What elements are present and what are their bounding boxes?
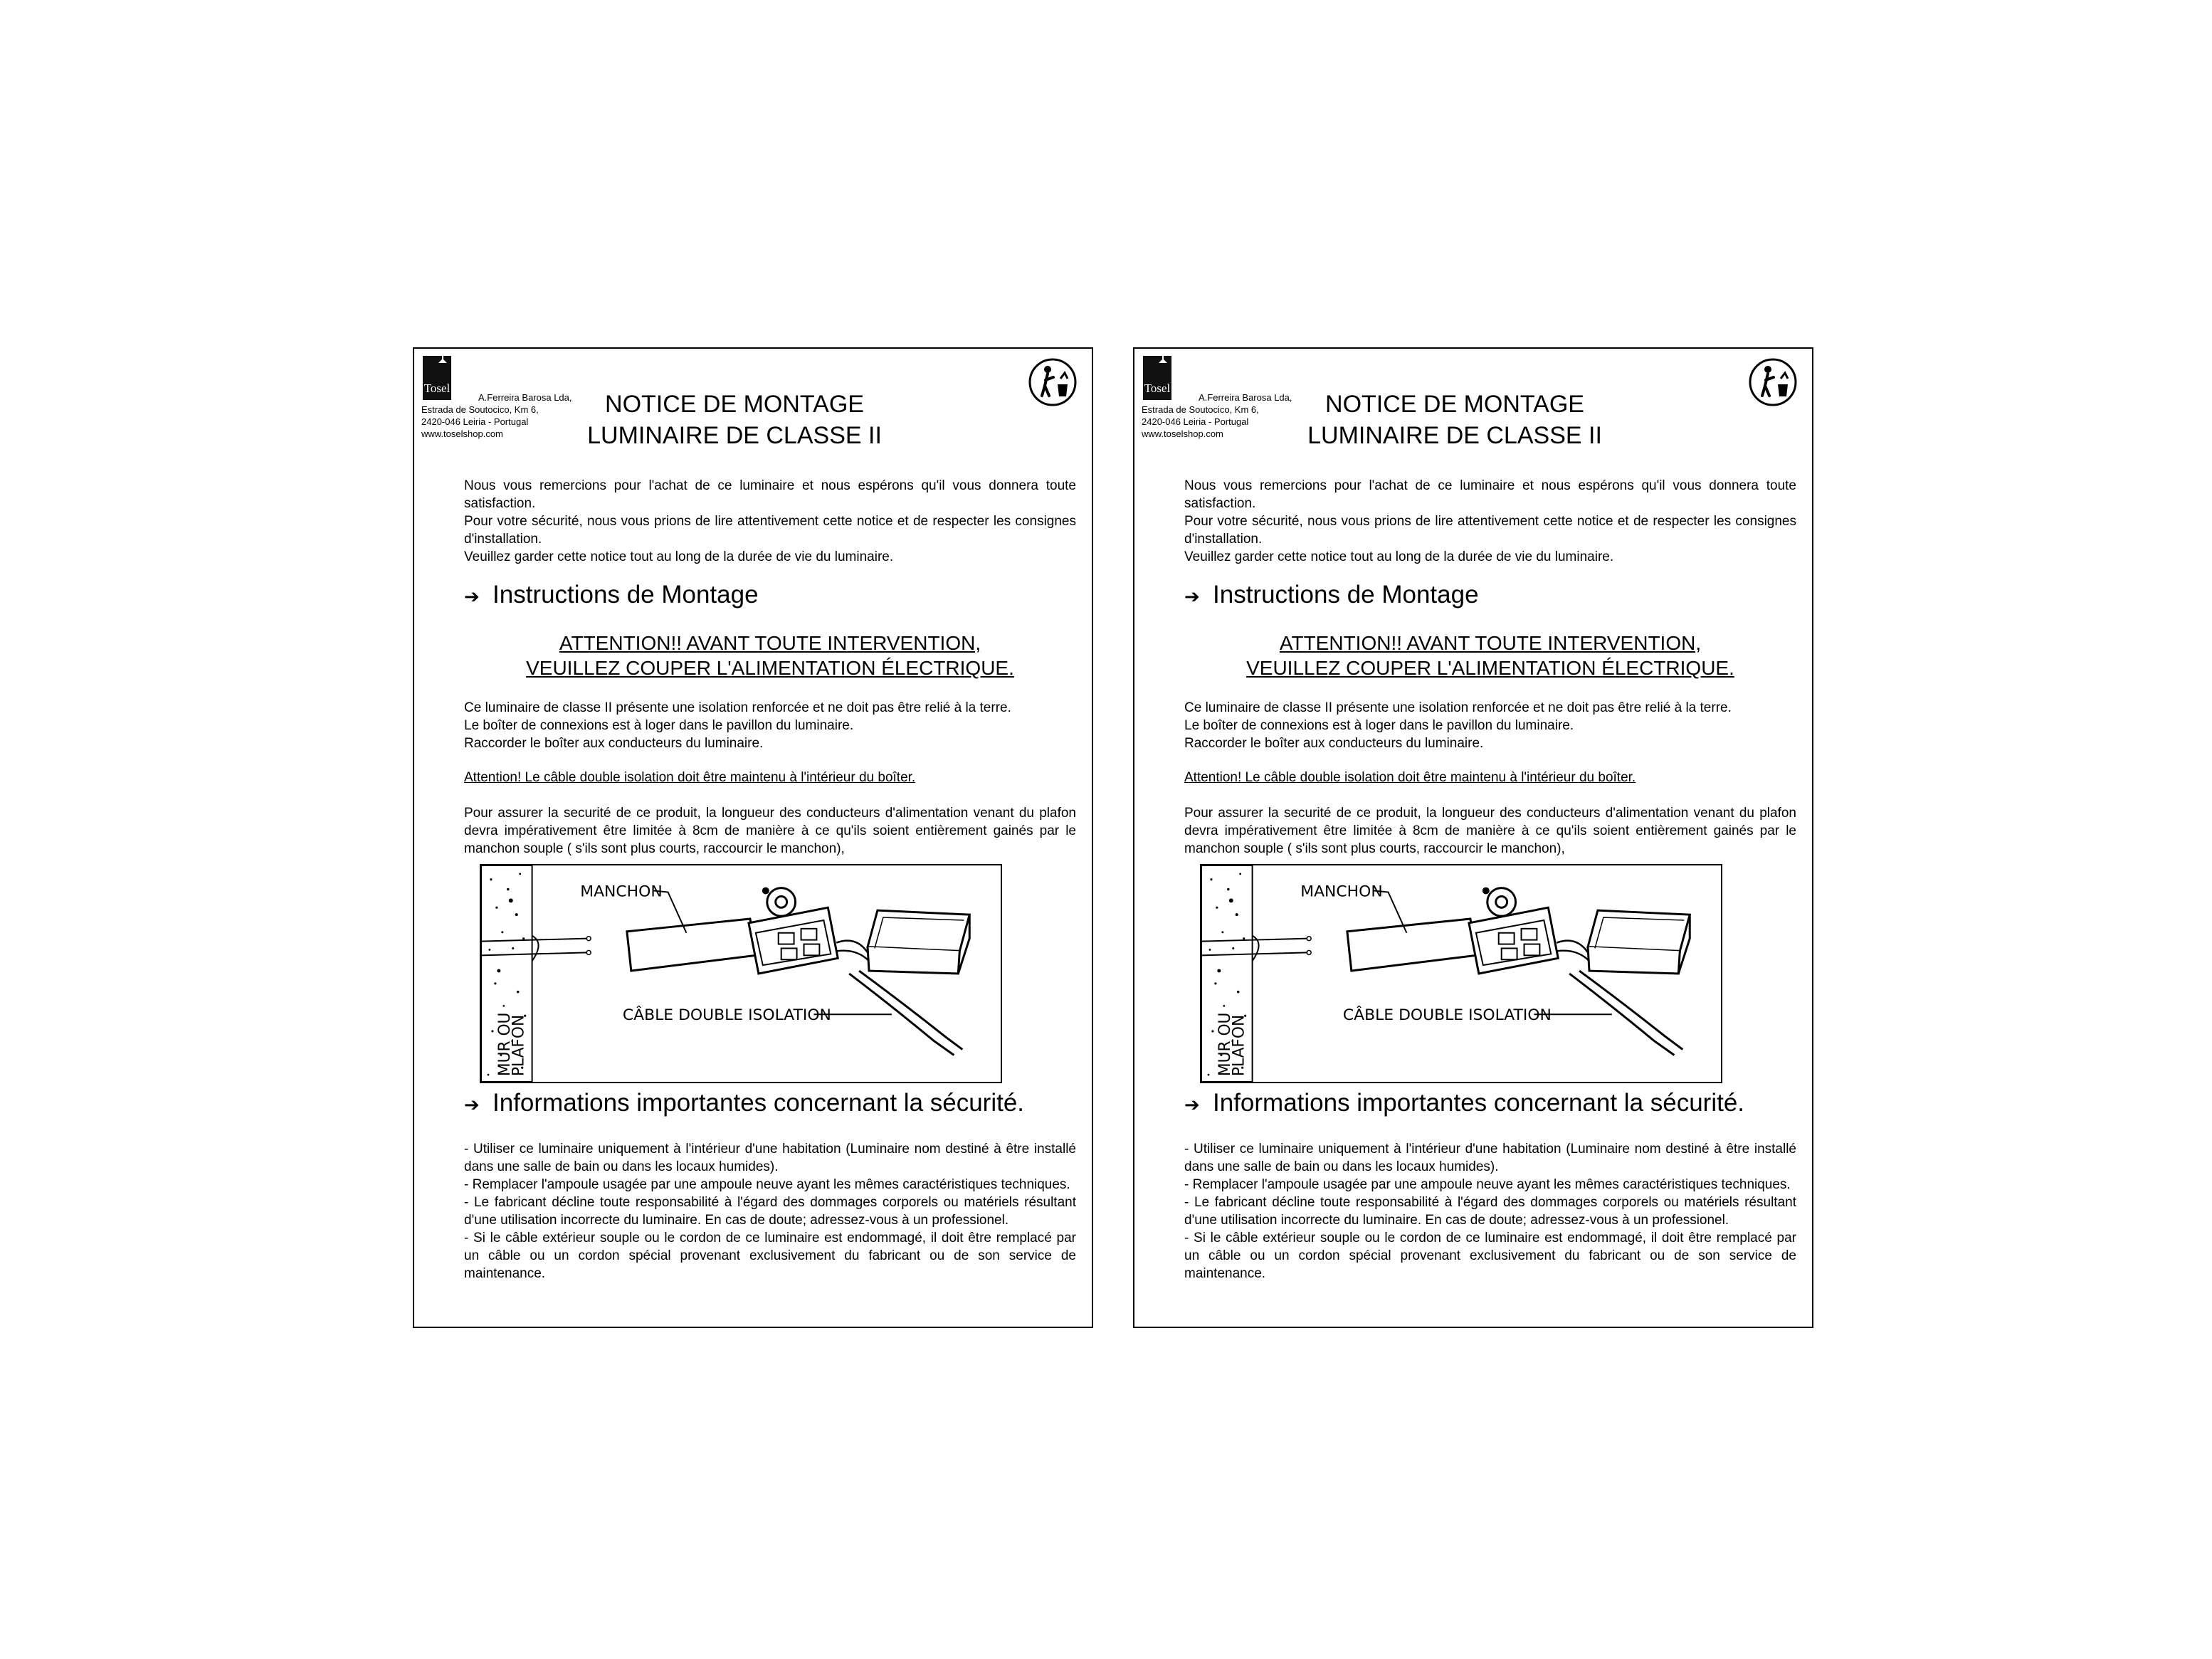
title-line-2: LUMINAIRE DE CLASSE II xyxy=(1307,422,1602,449)
tosel-logo: Tosel xyxy=(1143,356,1171,400)
section-heading-montage: ➔ Instructions de Montage xyxy=(464,581,759,611)
intro-paragraph: Veuillez garder cette notice tout au long de la durée de vie du luminaire. xyxy=(1184,549,1614,564)
warning-line-1: ATTENTION!! AVANT TOUTE INTERVENTION, xyxy=(559,632,981,654)
safety-item: - Utiliser ce luminaire uniquement à l'intérieur d'une habitation (Luminaire nom destiné à être installé dans une salle de bain ou dans les locaux humides). xyxy=(1184,1142,1796,1174)
safety-list xyxy=(464,1140,1076,1283)
recycle-bin-person-icon xyxy=(1028,357,1078,407)
arrow-right-icon: ➔ xyxy=(464,586,480,607)
title-line-1: NOTICE DE MONTAGE xyxy=(1325,391,1584,418)
manchon-label: MANCHON xyxy=(1300,883,1383,901)
address-line: Estrada de Soutocico, Km 6, xyxy=(421,404,539,415)
classe-paragraph: Ce luminaire de classe II présente une isolation renforcée et ne doit pas être relié à la terre. xyxy=(464,700,1011,715)
tosel-logo: Tosel xyxy=(423,356,451,400)
intro-paragraph: Pour votre sécurité, nous vous prions de lire attentivement cette notice et de respecter les consignes d'installation. xyxy=(464,514,1076,547)
wall-label-2: PLAFON xyxy=(1230,1014,1248,1077)
title-line-2: LUMINAIRE DE CLASSE II xyxy=(587,422,882,449)
intro-paragraph: Pour votre sécurité, nous vous prions de lire attentivement cette notice et de respecter les consignes d'installation. xyxy=(1184,514,1796,547)
safety-item: - Utiliser ce luminaire uniquement à l'intérieur d'une habitation (Luminaire nom destiné à être installé dans une salle de bain ou dans les locaux humides). xyxy=(464,1142,1076,1174)
address-line: www.toselshop.com xyxy=(1142,428,1223,439)
cable-label: CÂBLE DOUBLE ISOLATION xyxy=(622,1006,831,1025)
arrow-right-icon: ➔ xyxy=(1184,1094,1200,1115)
securite-paragraph: Pour assurer la securité de ce produit, la longueur des conducteurs d'alimentation venant du plafon devra impérativement être limitée à 8cm de manière à ce qu'ils soient entièrement gainés par le manchon souple ( s'ils sont plus courts, raccourcir le manchon), xyxy=(1184,806,1796,856)
classe-text xyxy=(464,699,1076,752)
intro-text xyxy=(1184,477,1796,566)
wall-label-2: PLAFON xyxy=(510,1014,528,1077)
company-address xyxy=(421,391,592,440)
warning-line-2: VEUILLEZ COUPER L'ALIMENTATION ÉLECTRIQUE. xyxy=(1246,657,1734,679)
classe-paragraph: Le boîter de connexions est à loger dans le pavillon du luminaire. xyxy=(464,718,854,733)
company-address xyxy=(1142,391,1312,440)
wall-label-1: MUR OU xyxy=(1216,1012,1234,1077)
safety-item: - Si le câble extérieur souple ou le cordon de ce luminaire est endommagé, il doit être remplacé par un câble ou un cordon spécial provenant exclusivement du fabricant ou de son service de maintenance. xyxy=(464,1231,1076,1281)
notice-panel-right xyxy=(1133,347,1813,1328)
intro-paragraph: Nous vous remercions pour l'achat de ce luminaire et nous espérons qu'il vous donnera toute satisfaction. xyxy=(464,478,1076,511)
address-line: A.Ferreira Barosa Lda, xyxy=(1199,392,1292,403)
arrow-right-icon: ➔ xyxy=(1184,586,1200,607)
section-heading-infos: ➔ Informations importantes concernant la sécurité. xyxy=(464,1089,1024,1119)
notice-panel-left xyxy=(413,347,1093,1328)
attention-warning xyxy=(464,631,1076,680)
classe-text xyxy=(1184,699,1796,752)
cable-warning: Attention! Le câble double isolation doit être maintenu à l'intérieur du boîter. xyxy=(1184,770,1636,785)
cable-warning: Attention! Le câble double isolation doit être maintenu à l'intérieur du boîter. xyxy=(464,770,916,785)
intro-text xyxy=(464,477,1076,566)
address-line: Estrada de Soutocico, Km 6, xyxy=(1142,404,1259,415)
warning-line-1: ATTENTION!! AVANT TOUTE INTERVENTION, xyxy=(1279,632,1702,654)
safety-item: - Si le câble extérieur souple ou le cordon de ce luminaire est endommagé, il doit être remplacé par un câble ou un cordon spécial provenant exclusivement du fabricant ou de son service de maintenance. xyxy=(1184,1231,1796,1281)
securite-paragraph: Pour assurer la securité de ce produit, la longueur des conducteurs d'alimentation venant du plafon devra impérativement être limitée à 8cm de manière à ce qu'ils soient entièrement gainés par le manchon souple ( s'ils sont plus courts, raccourcir le manchon), xyxy=(464,806,1076,856)
section-heading-montage: ➔ Instructions de Montage xyxy=(1184,581,1479,611)
cable-label: CÂBLE DOUBLE ISOLATION xyxy=(1342,1006,1552,1025)
safety-list xyxy=(1184,1140,1796,1283)
wiring-diagram xyxy=(480,864,1002,1083)
classe-paragraph: Le boîter de connexions est à loger dans le pavillon du luminaire. xyxy=(1184,718,1574,733)
classe-paragraph: Raccorder le boîter aux conducteurs du luminaire. xyxy=(1184,736,1484,751)
manchon-label: MANCHON xyxy=(580,883,663,901)
intro-paragraph: Nous vous remercions pour l'achat de ce luminaire et nous espérons qu'il vous donnera toute satisfaction. xyxy=(1184,478,1796,511)
arrow-right-icon: ➔ xyxy=(464,1094,480,1115)
wiring-diagram xyxy=(1200,864,1722,1083)
recycle-bin-person-icon xyxy=(1748,357,1798,407)
intro-paragraph: Veuillez garder cette notice tout au long de la durée de vie du luminaire. xyxy=(464,549,894,564)
address-line: www.toselshop.com xyxy=(421,428,503,439)
safety-item: - Le fabricant décline toute responsabilité à l'égard des dommages corporels ou matériels résultant d'une utilisation incorrecte du luminaire. En cas de doute; adressez-vous à un professionel. xyxy=(464,1195,1076,1228)
wall-label-1: MUR OU xyxy=(495,1012,514,1077)
classe-paragraph: Raccorder le boîter aux conducteurs du luminaire. xyxy=(464,736,764,751)
address-line: 2420-046 Leiria - Portugal xyxy=(421,416,529,427)
address-line: A.Ferreira Barosa Lda, xyxy=(478,392,572,403)
title-line-1: NOTICE DE MONTAGE xyxy=(605,391,864,418)
address-line: 2420-046 Leiria - Portugal xyxy=(1142,416,1249,427)
document-title xyxy=(578,389,891,451)
attention-warning xyxy=(1184,631,1796,680)
section-heading-infos: ➔ Informations importantes concernant la sécurité. xyxy=(1184,1089,1744,1119)
safety-item: - Remplacer l'ampoule usagée par une ampoule neuve ayant les mêmes caractéristiques techniques. xyxy=(1184,1177,1791,1192)
safety-item: - Le fabricant décline toute responsabilité à l'égard des dommages corporels ou matériels résultant d'une utilisation incorrecte du luminaire. En cas de doute; adressez-vous à un professionel. xyxy=(1184,1195,1796,1228)
warning-line-2: VEUILLEZ COUPER L'ALIMENTATION ÉLECTRIQUE. xyxy=(526,657,1014,679)
safety-item: - Remplacer l'ampoule usagée par une ampoule neuve ayant les mêmes caractéristiques techniques. xyxy=(464,1177,1070,1192)
document-title xyxy=(1298,389,1611,451)
classe-paragraph: Ce luminaire de classe II présente une isolation renforcée et ne doit pas être relié à la terre. xyxy=(1184,700,1732,715)
